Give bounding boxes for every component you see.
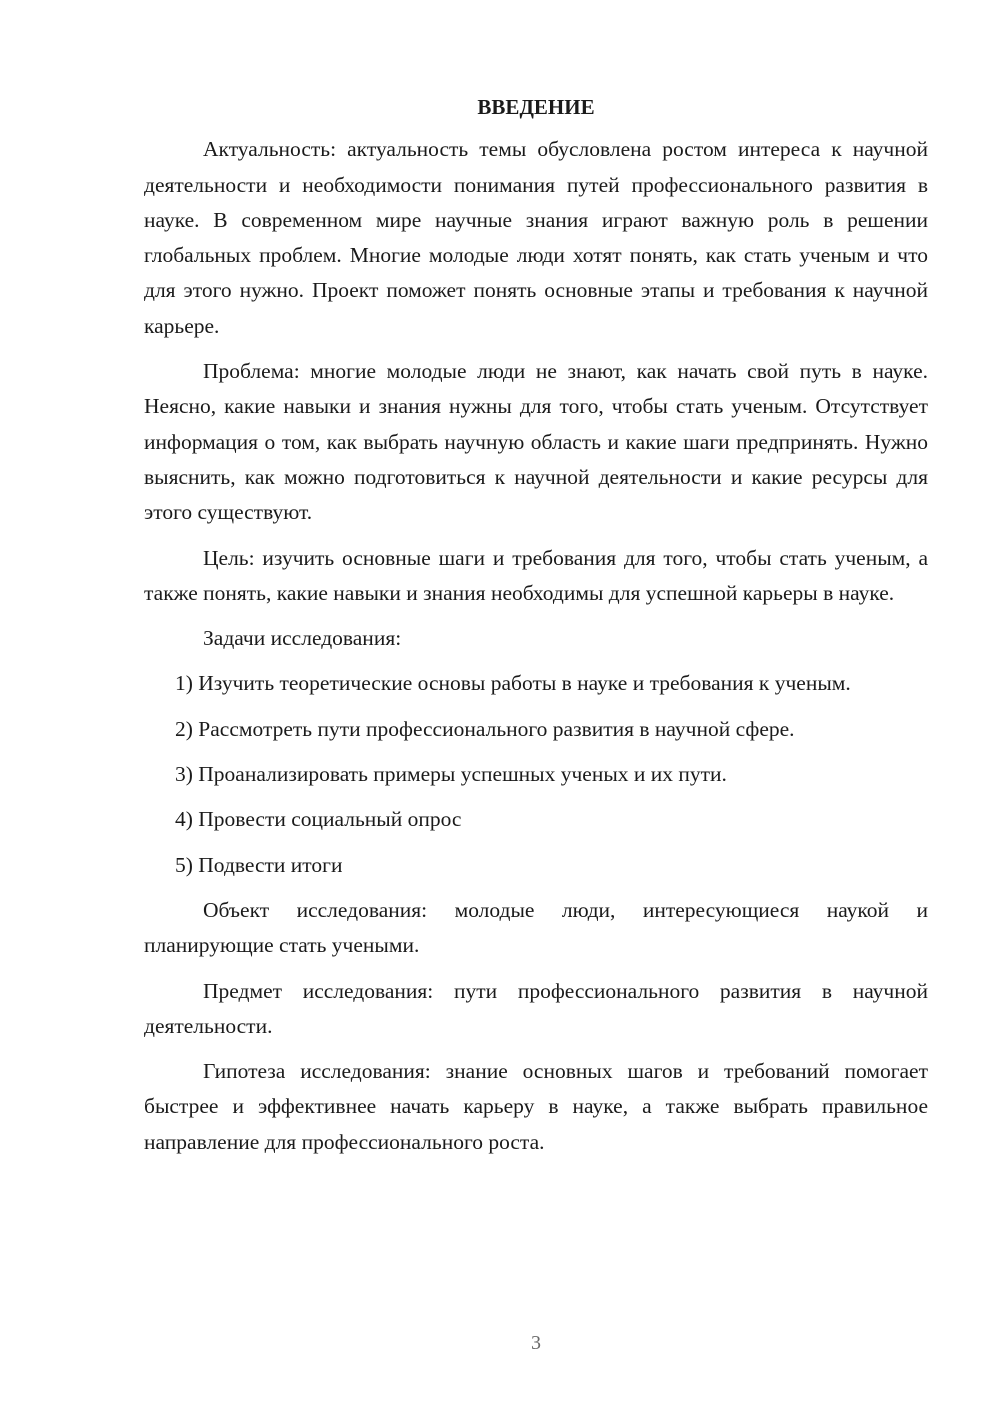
task-item-2: 2) Рассмотреть пути профессионального развития в научной сфере. bbox=[175, 716, 795, 741]
subject-paragraph: Предмет исследования: пути профессионального развития в научной деятельности. bbox=[144, 978, 928, 1038]
page-content bbox=[144, 90, 928, 1170]
task-item-4: 4) Провести социальный опрос bbox=[175, 807, 462, 832]
hypothesis-paragraph: Гипотеза исследования: знание основных шагов и требований помогает быстрее и эффективнее начать карьеру в науке, а также выбрать правильное направление для профессионального роста. bbox=[144, 1059, 928, 1154]
problem-paragraph: Проблема: многие молодые люди не знают, как начать свой путь в науке. Неясно, какие навыки и знания нужны для того, чтобы стать ученым. Отсутствует информация о том, как выбрать научную область и какие шаги предпринять. Нужно выяснить, как можно подготовиться к научной деятельности и какие ресурсы для этого существуют. bbox=[144, 359, 928, 525]
relevance-paragraph: Актуальность: актуальность темы обусловлена ростом интереса к научной деятельности и необходимости понимания путей профессионального развития в науке. В современном мире научные знания играют важную роль в решении глобальных проблем. Многие молодые люди хотят понять, как стать ученым и что для этого нужно. Проект поможет понять основные этапы и требования к научной карьере. bbox=[144, 137, 928, 338]
tasks-title: Задачи исследования: bbox=[203, 626, 402, 651]
object-paragraph: Объект исследования: молодые люди, интересующиеся наукой и планирующие стать учеными. bbox=[144, 897, 928, 958]
page-number: 3 bbox=[531, 1332, 541, 1354]
goal-paragraph: Цель: изучить основные шаги и требования для того, чтобы стать ученым, а также понять, какие навыки и знания необходимы для успешной карьеры в науке. bbox=[144, 545, 928, 605]
task-item-1: 1) Изучить теоретические основы работы в науке и требования к ученым. bbox=[175, 671, 851, 696]
task-item-3: 3) Проанализировать примеры успешных ученых и их пути. bbox=[175, 762, 727, 787]
task-item-5: 5) Подвести итоги bbox=[175, 852, 343, 877]
section-heading: ВВЕДЕНИЕ bbox=[477, 95, 595, 119]
